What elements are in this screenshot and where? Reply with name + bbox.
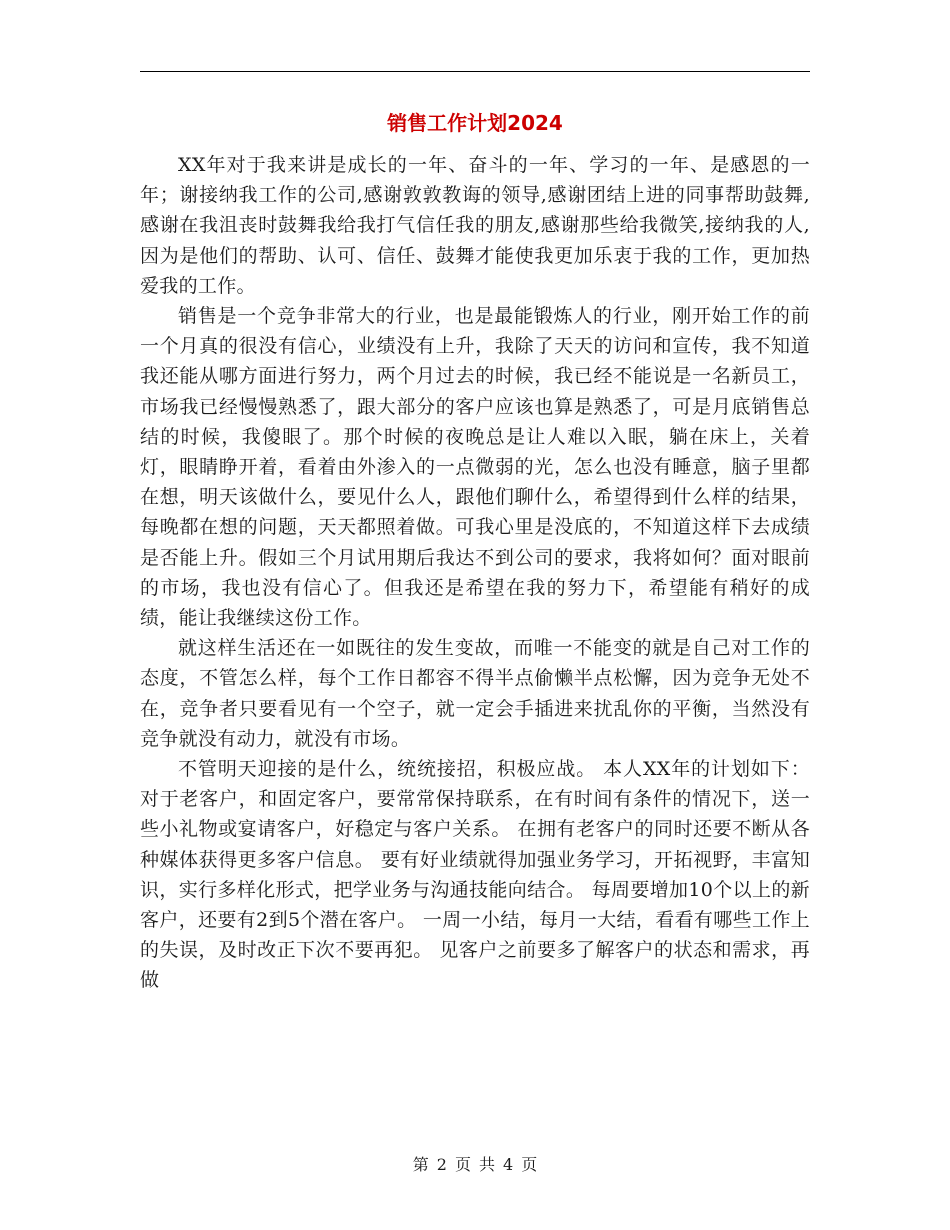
footer-prefix: 第	[412, 1155, 429, 1174]
footer-current-page: 2	[436, 1155, 447, 1174]
header-rule	[140, 71, 810, 72]
page-footer	[140, 1154, 810, 1176]
paragraph-3: 就这样生活还在一如既往的发生变故，而唯一不能变的就是自己对工作的态度，不管怎么样，每个工作日都容不得半点偷懒半点松懈，因为竞争无处不在，竞争者只要看见有一个空子，就一定会手插进来扰乱你的平衡，当然没有竞争就没有动力，就没有市场。	[140, 637, 810, 750]
footer-total-pages: 4	[503, 1155, 514, 1174]
paragraph-4: 不管明天迎接的是什么，统统接招，积极应战。 本人XX年的计划如下： 对于老客户，和固定客户，要常常保持联系，在有时间有条件的情况下，送一些小礼物或宴请客户，好稳定与客户关系。 在拥有老客户的同时还要不断从各种媒体获得更多客户信息。 要有好业绩就得加强业务学习，开拓视野，丰富知识，实行多样化形式，把学业务与沟通技能向结合。 每周要增加10个以上的新客户，还要有2到5个潜在客户。 一周一小结，每月一大结，看看有哪些工作上的失误，及时改正下次不要再犯。 见客户之前要多了解客户的状态和需求，再做	[140, 758, 810, 992]
footer-total-prefix: 共	[479, 1155, 496, 1174]
document-title: 销售工作计划2024	[387, 111, 563, 135]
document-body	[140, 150, 810, 996]
paragraph-2: 销售是一个竞争非常大的行业，也是最能锻炼人的行业，刚开始工作的前一个月真的很没有信心，业绩没有上升，我除了天天的访问和宣传，我不知道我还能从哪方面进行努力，两个月过去的时候，我已经不能说是一名新员工，市场我已经慢慢熟悉了，跟大部分的客户应该也算是熟悉了，可是月底销售总结的时候，我傻眼了。那个时候的夜晚总是让人难以入眠，躺在床上，关着灯，眼睛睁开着，看着由外渗入的一点微弱的光，怎么也没有睡意，脑子里都在想，明天该做什么，要见什么人，跟他们聊什么，希望得到什么样的结果，每晚都在想的问题，天天都照着做。可我心里是没底的，不知道这样下去成绩是否能上升。假如三个月试用期后我达不到公司的要求，我将如何？面对眼前的市场，我也没有信心了。但我还是希望在我的努力下，希望能有稍好的成绩，能让我继续这份工作。	[140, 305, 810, 630]
paragraph-1: XX年对于我来讲是成长的一年、奋斗的一年、学习的一年、是感恩的一年；谢接纳我工作的公司,感谢敦敦教诲的领导,感谢团结上进的同事帮助鼓舞,感谢在我沮丧时鼓舞我给我打气信任我的朋友,感谢那些给我微笑,接纳我的人,因为是他们的帮助、认可、信任、鼓舞才能使我更加乐衷于我的工作，更加热爱我的工作。	[140, 154, 810, 297]
footer-page-unit: 页	[454, 1155, 471, 1174]
footer-total-unit: 页	[521, 1155, 538, 1174]
